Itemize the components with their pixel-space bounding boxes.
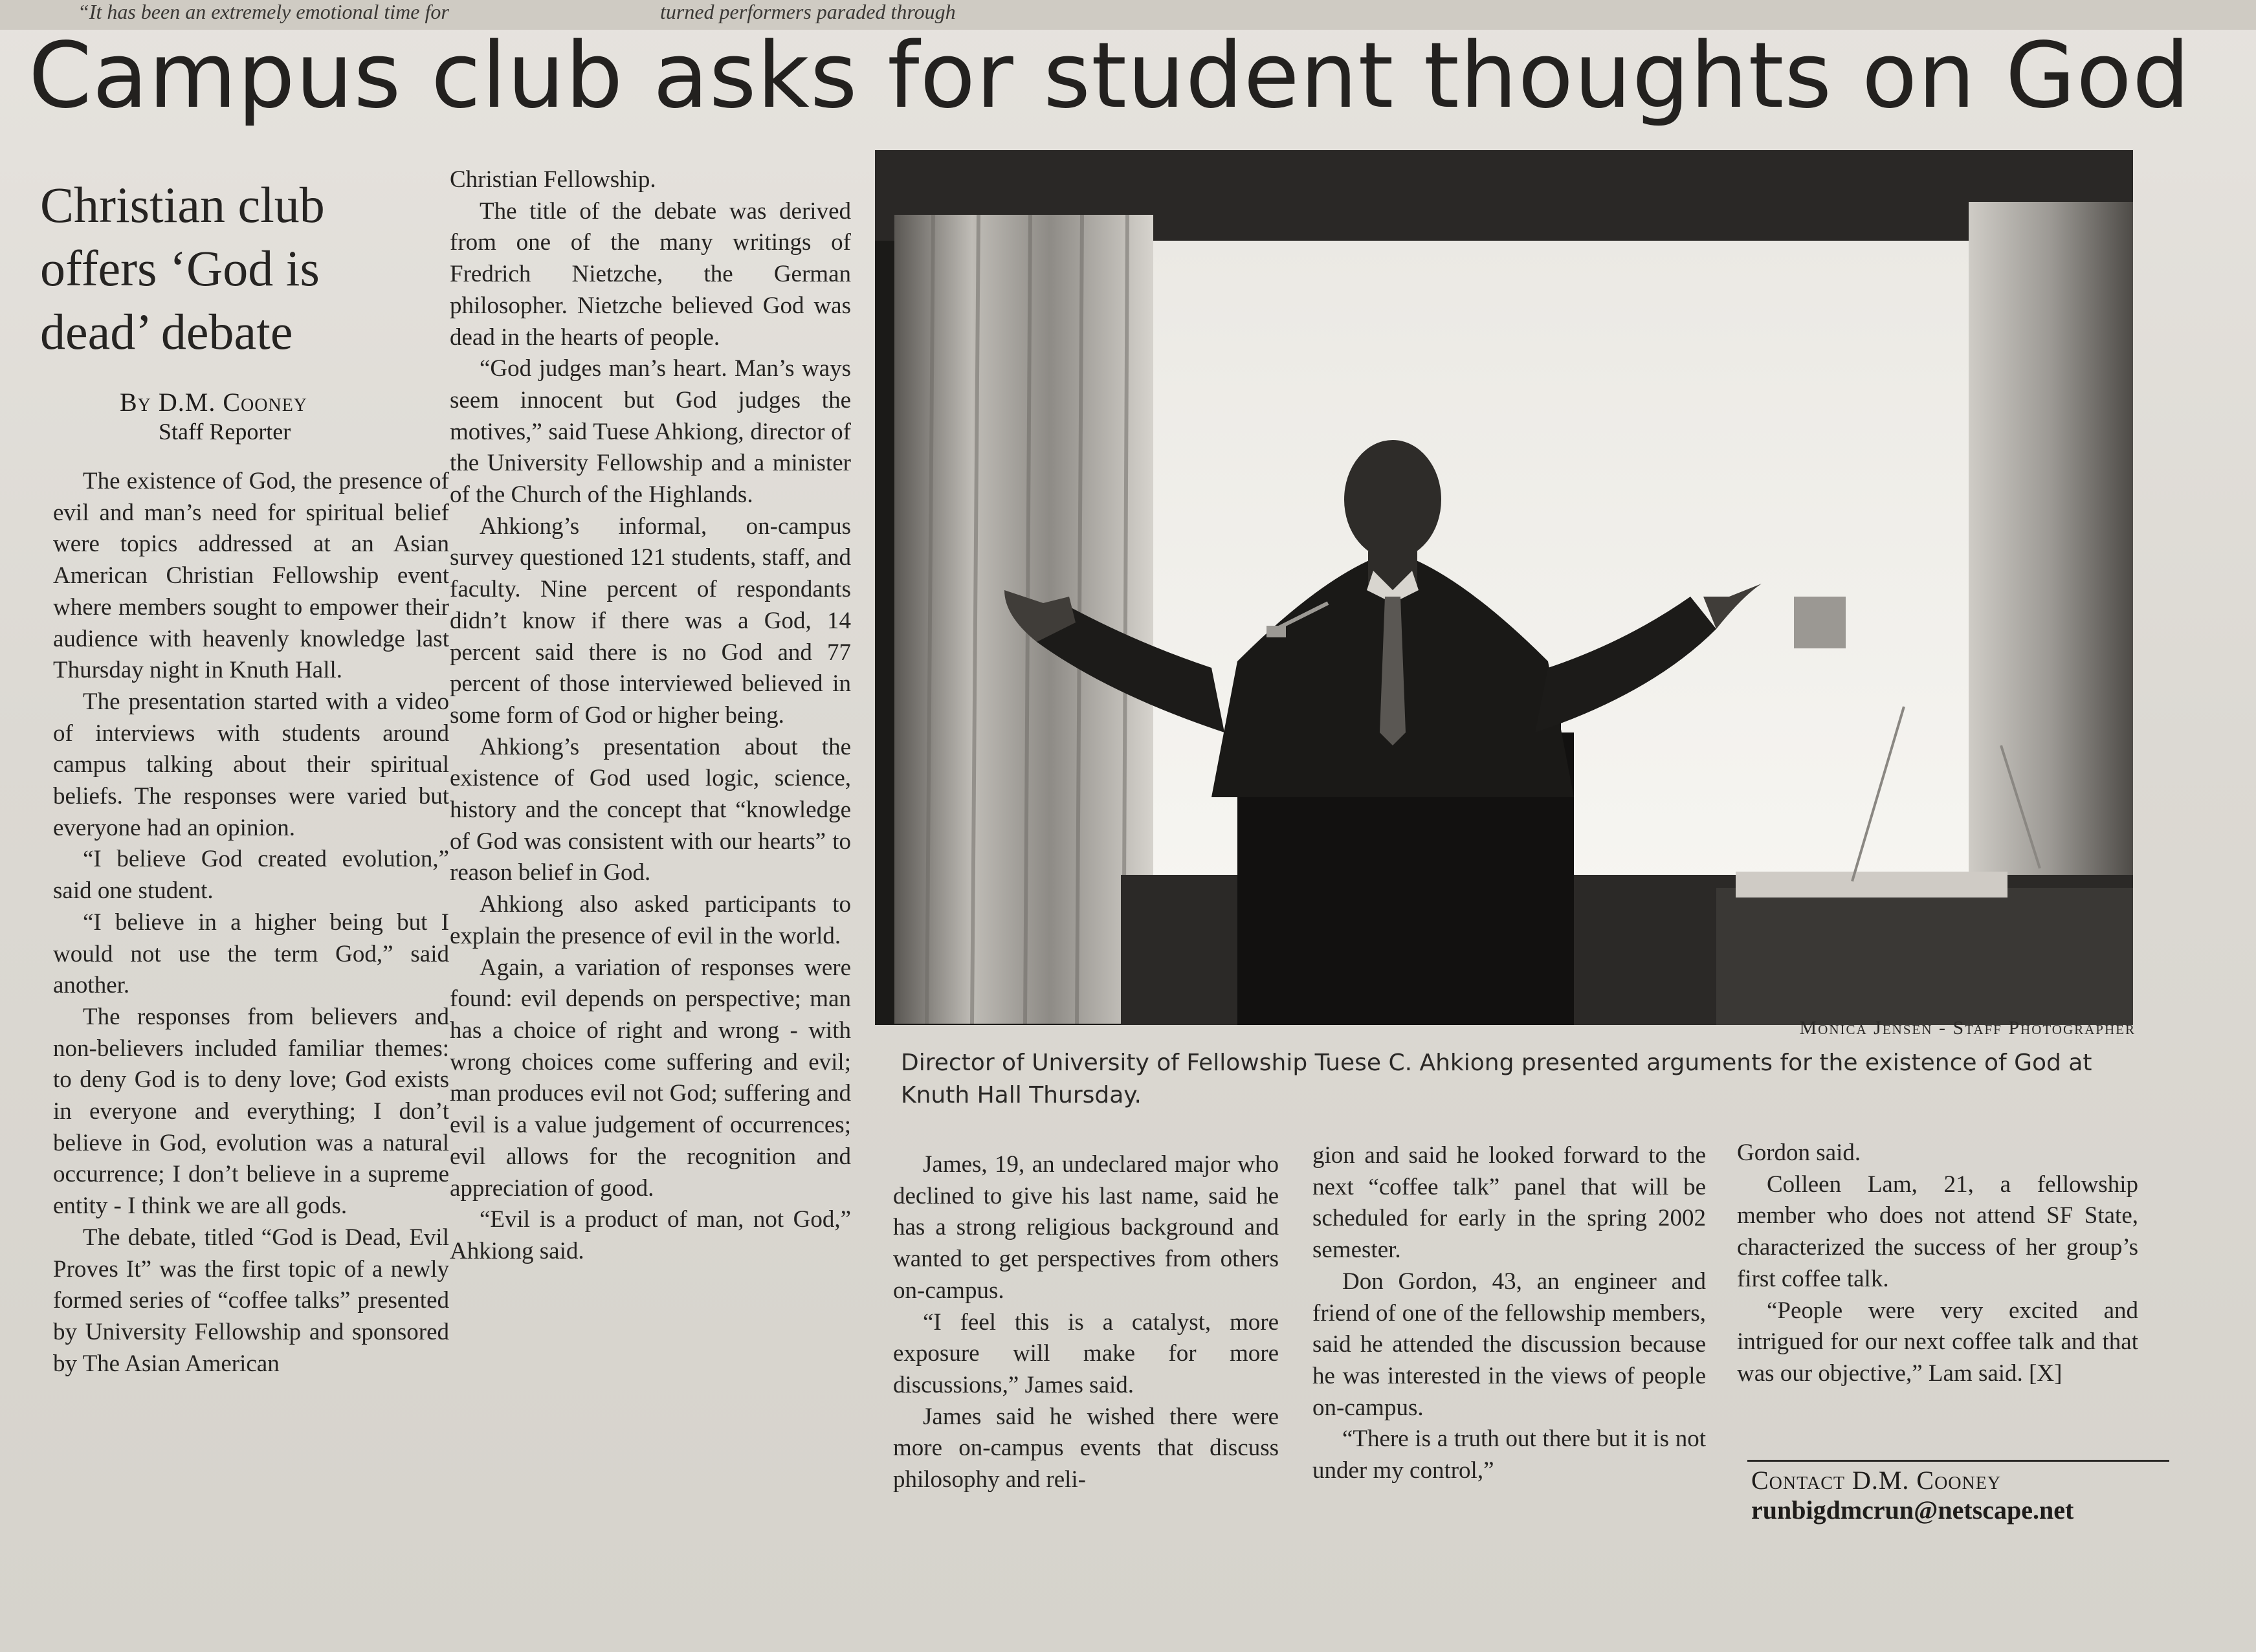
paragraph: The title of the debate was derived from one of the many writings of Fredrich Nietzche, the German philosopher. Nietzche believed God was dead in the hearts of people. (450, 197, 851, 351)
paragraph: “God judges man’s heart. Man’s ways seem innocent but God judges the motives,” said Tuese Ahkiong, director of the University Fellowship and a minister of the Church of the Highlands. (450, 355, 851, 509)
paragraph: The presentation started with a video of interviews with students around campus talking about their spiritual beliefs. The responses were varied but everyone had an opinion. (53, 688, 449, 841)
paragraph: “People were very excited and intrigued for our next coffee talk and that was our objective,” Lam said. [X] (1737, 1297, 2138, 1387)
paragraph: Ahkiong’s presentation about the existence of God used logic, science, history and the concept that “knowledge of God was consistent with our hearts” to reason belief in God. (450, 733, 851, 887)
contact-divider (1747, 1460, 2169, 1462)
previous-article-text-left: “It has been an extremely emotional time for (78, 0, 449, 23)
contact-label: Contact D.M. Cooney (1751, 1466, 2002, 1495)
photo-caption: Director of University of Fellowship Tuese C. Ahkiong presented arguments for the existence of God at Knuth Hall Thursday. (901, 1050, 2092, 1108)
paragraph: “I believe God created evolution,” said one student. (53, 846, 449, 905)
paragraph: The responses from believers and non-believers included familiar themes: to deny God is to deny love; God exists in everyone and everything; I don’t believe in God, evolution was a natural occurrence; I don’t believe in a supreme entity - I think we are all gods. (53, 1003, 449, 1220)
paragraph: Don Gordon, 43, an engineer and friend of one of the fellowship members, said he attended the discussion because he was interested in the views of people on-campus. (1312, 1268, 1706, 1421)
paragraph: “I feel this is a catalyst, more exposure will make for more discussions,” James said. (893, 1308, 1279, 1398)
article-column-1 (53, 466, 449, 1380)
article-photo (875, 150, 2133, 1025)
article-column-5 (1737, 1138, 2138, 1390)
paragraph: Again, a variation of responses were found: evil depends on perspective; man has a choice of right and wrong - with wrong choices come suffering and evil; man produces evil not God; suffering and evil is a value judgement of occurrences; evil allows for the recognition and appreciation of good. (450, 954, 851, 1202)
byline-role: Staff Reporter (159, 419, 291, 445)
contact-email[interactable]: runbigdmcrun@netscape.net (1751, 1495, 2074, 1525)
paragraph: Christian Fellowship. (450, 166, 656, 193)
paragraph: The debate, titled “God is Dead, Evil Proves It” was the first topic of a newly formed series of “coffee talks” presented by University Fellowship and sponsored by The Asian American (53, 1224, 449, 1377)
paragraph: Ahkiong’s informal, on-campus survey questioned 121 students, staff, and faculty. Nine percent of respondants didn’t know if there was a God, 14 percent said there is no God and 77 percent of those interviewed believed in some form of God or higher being. (450, 512, 851, 729)
article-column-2 (450, 164, 851, 1268)
paragraph: James said he wished there were more on-campus events that discuss philosophy and reli- (893, 1403, 1279, 1493)
paragraph: Ahkiong also asked participants to explain the presence of evil in the world. (450, 891, 851, 949)
byline: By D.M. Cooney (120, 388, 308, 417)
article-subhead: Christian club offers ‘God is dead’ debate (40, 177, 325, 360)
paragraph: The existence of God, the presence of evil and man’s need for spiritual belief were topics addressed at an Asian American Christian Fellowship event where members sought to empower their audience with heavenly knowledge last Thursday night in Knuth Hall. (53, 468, 449, 684)
previous-article-text-right: turned performers paraded through (660, 0, 956, 23)
article-headline: Campus club asks for student thoughts on God (28, 23, 2191, 129)
photo-credit: Monica Jensen - Staff Photographer (1799, 1017, 2136, 1039)
speaker-at-podium-photo (875, 150, 2133, 1025)
article-column-4 (1312, 1140, 1706, 1487)
paragraph: “I believe in a higher being but I would not use the term God,” said another. (53, 909, 449, 999)
paragraph: “There is a truth out there but it is not under my control,” (1312, 1426, 1706, 1484)
article-column-3 (893, 1149, 1279, 1496)
paragraph: Gordon said. (1737, 1140, 1861, 1166)
paragraph: gion and said he looked forward to the next “coffee talk” panel that will be scheduled for early in the spring 2002 semester. (1312, 1142, 1706, 1264)
paragraph: James, 19, an undeclared major who declined to give his last name, said he has a strong religious background and wanted to get perspectives from others on-campus. (893, 1151, 1279, 1304)
paragraph: “Evil is a product of man, not God,” Ahkiong said. (450, 1206, 851, 1264)
paragraph: Colleen Lam, 21, a fellowship member who does not attend SF State, characterized the success of her group’s first coffee talk. (1737, 1171, 2138, 1292)
